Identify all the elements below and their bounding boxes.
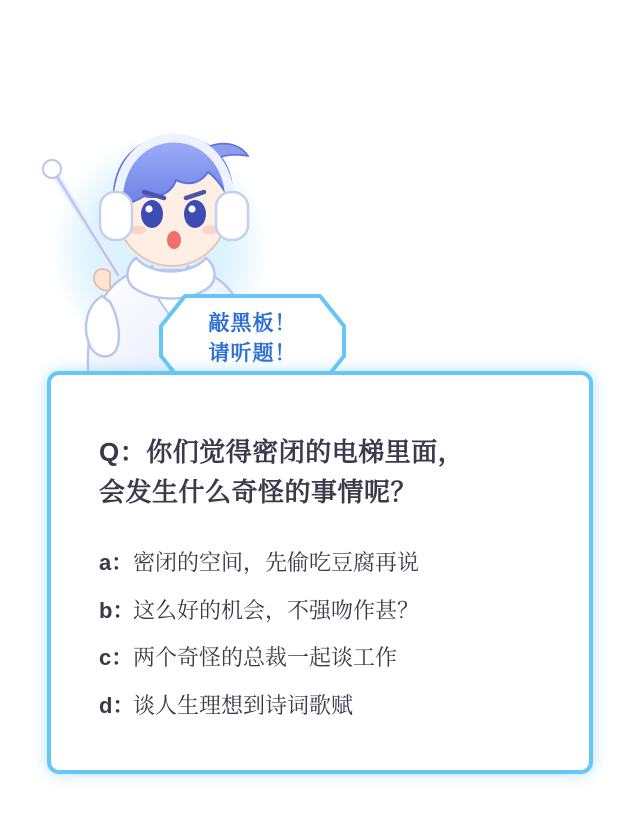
speech-line-2: 请听题！: [208, 342, 297, 365]
question-line-1: Q：你们觉得密闭的电梯里面，: [99, 437, 465, 467]
answer-option-c[interactable]: [99, 641, 549, 673]
answer-text-c: 两个奇怪的总裁一起谈工作: [133, 645, 398, 671]
question-line-2: 会发生什么奇怪的事情呢？: [99, 476, 418, 507]
speech-line-1: 敲黑板！: [208, 311, 297, 335]
answer-text-d: 谈人生理想到诗词歌赋: [133, 693, 354, 719]
question-card: [47, 371, 593, 774]
answer-key-b: b：: [99, 597, 135, 623]
answer-option-d[interactable]: [99, 689, 549, 721]
answer-key-d: d：: [99, 693, 135, 719]
answer-list: [99, 546, 549, 721]
answer-text-a: 密闭的空间，先偷吃豆腐再说: [133, 550, 420, 576]
answer-option-b[interactable]: [99, 594, 549, 626]
answer-text-b: 这么好的机会，不强吻作甚？: [133, 597, 420, 623]
question-text: [99, 433, 549, 512]
answer-key-c: c：: [99, 645, 134, 671]
answer-option-a[interactable]: [99, 546, 549, 578]
answer-key-a: a：: [99, 550, 134, 576]
